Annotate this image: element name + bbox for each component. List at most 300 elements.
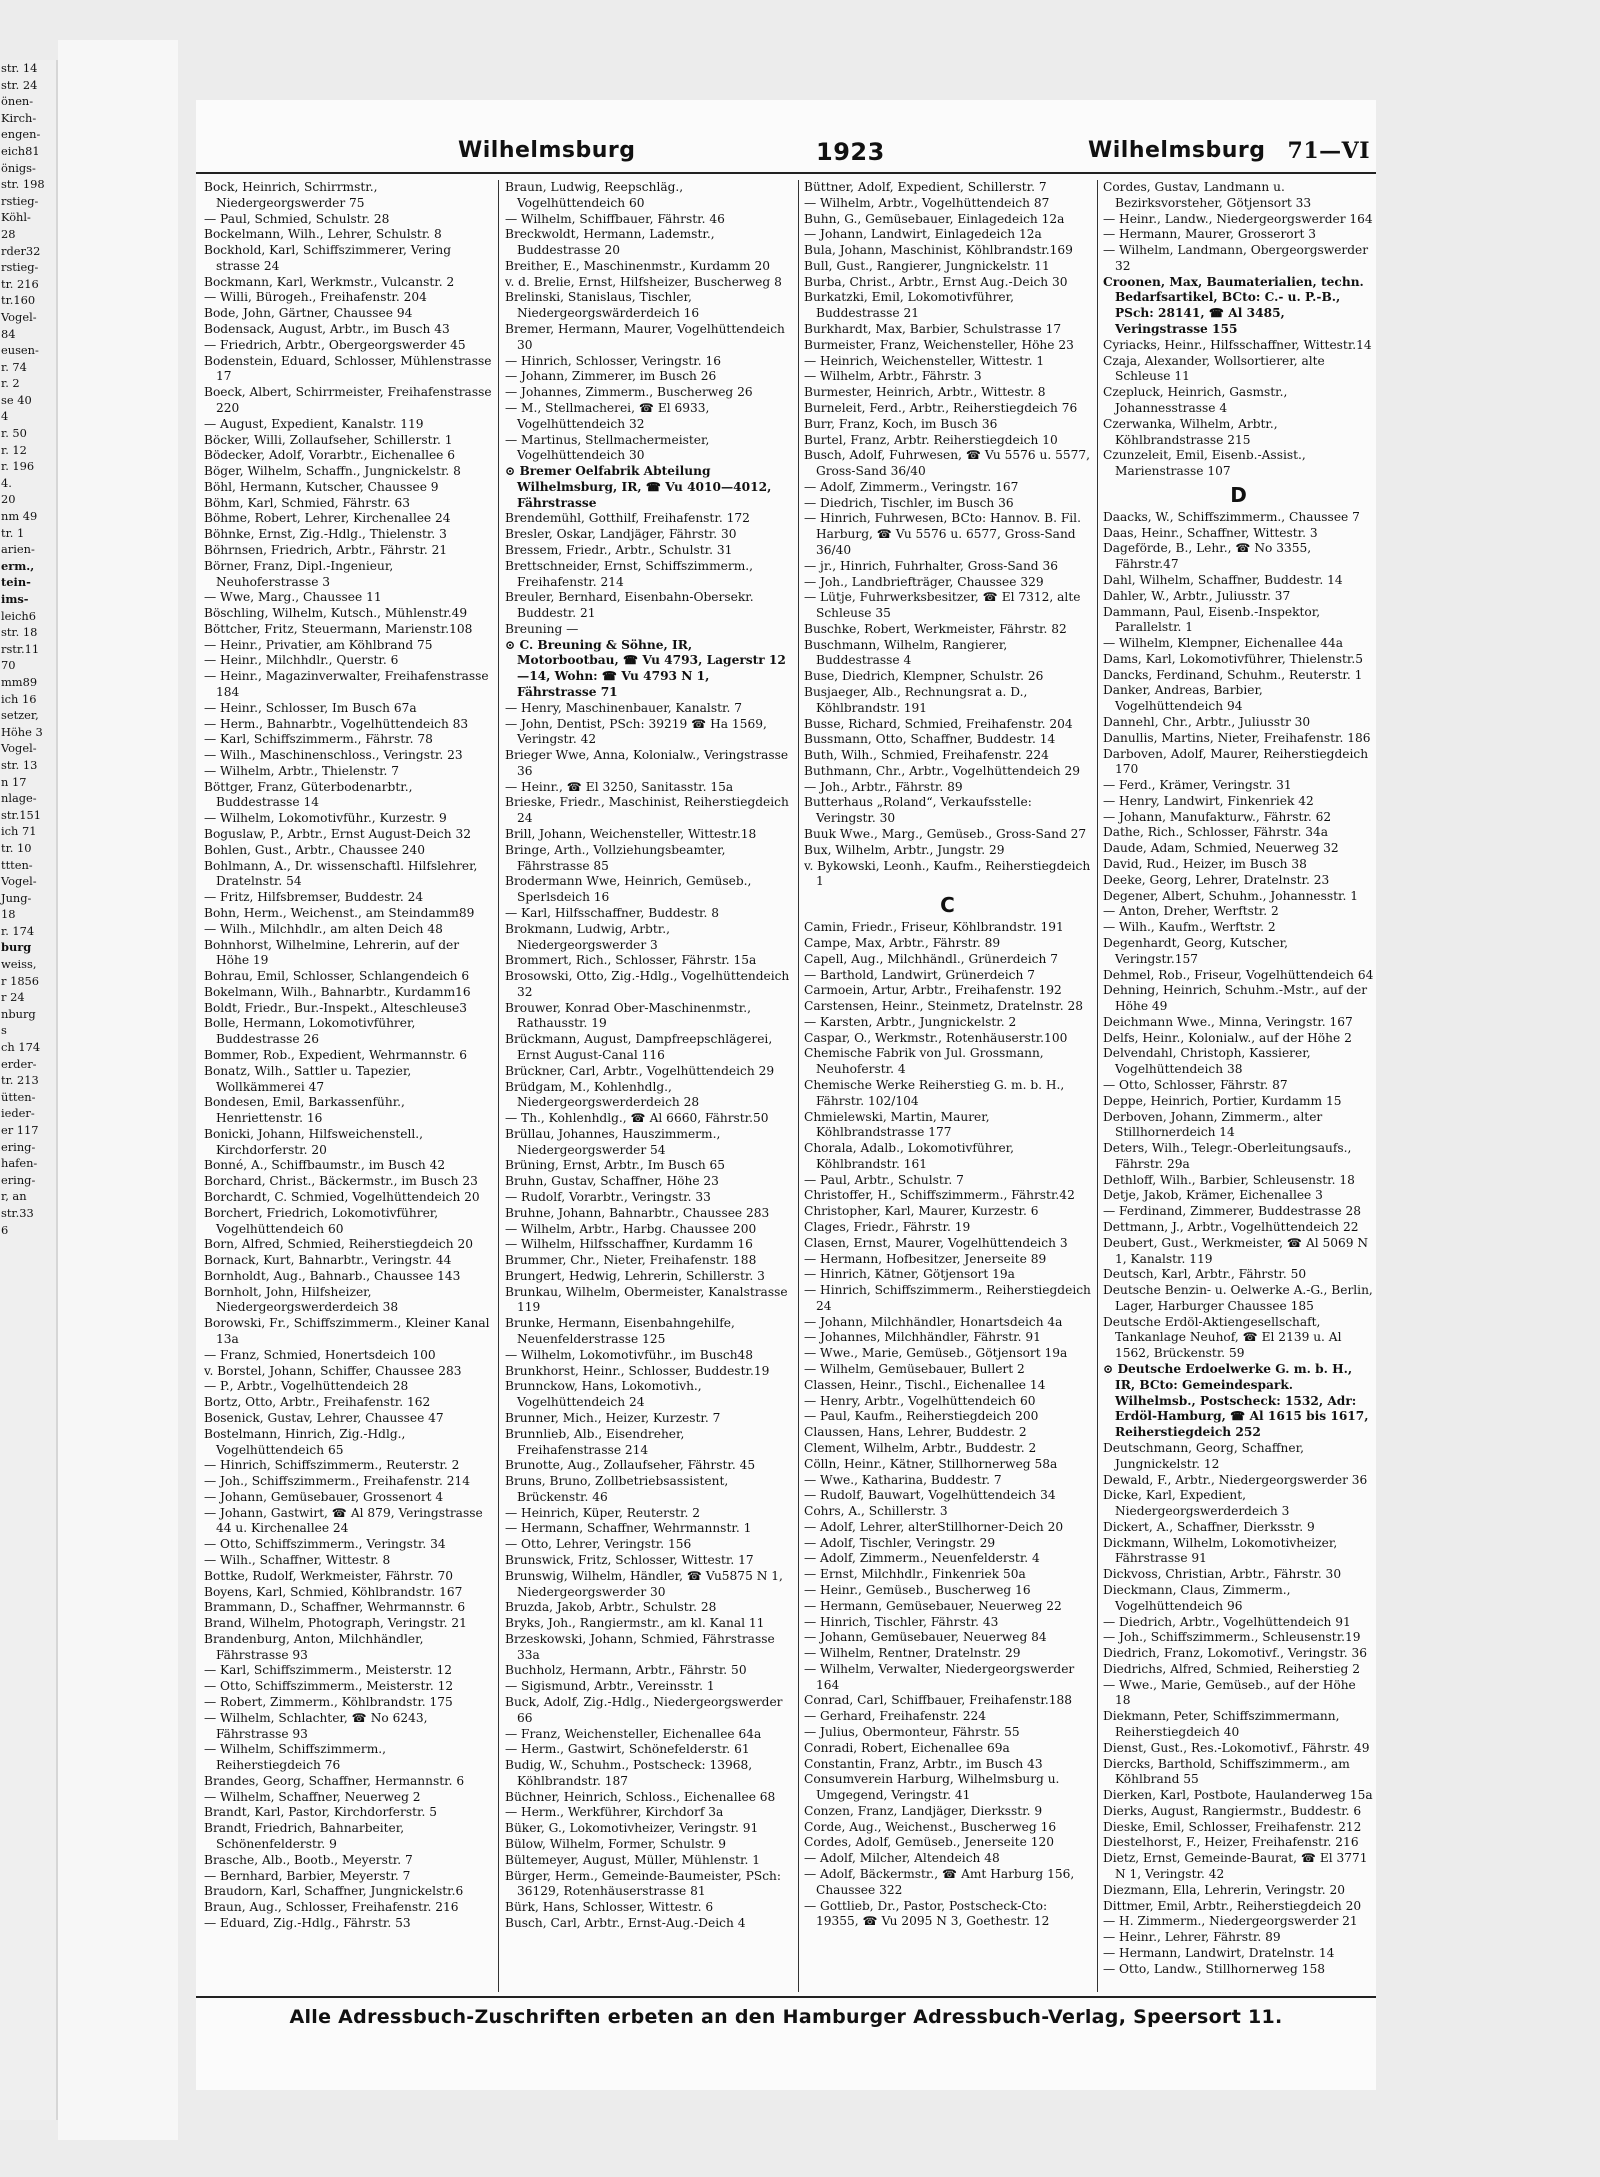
directory-entry: Braun, Ludwig, Reepschläg., Vogelhüttendeich 60 <box>505 180 684 210</box>
directory-entry: Bommer, Rob., Expedient, Wehrmannstr. 6 <box>204 1047 468 1062</box>
directory-entry: — Eduard, Zig.-Hdlg., Fährstr. 53 <box>204 1915 411 1930</box>
directory-entry: Cyriacks, Heinr., Hilfsschaffner, Wittestr.14 <box>1103 337 1372 352</box>
directory-entry: — Herm., Bahnarbtr., Vogelhüttendeich 83 <box>204 716 469 731</box>
previous-page-fragment: s <box>1 1023 7 1038</box>
directory-entry: — Hermann, Schaffner, Wehrmannstr. 1 <box>505 1521 752 1536</box>
previous-page-fragment: 20 <box>1 492 16 507</box>
previous-page-fragment: r, an <box>1 1189 27 1204</box>
previous-page-fragment: r. 50 <box>1 426 27 441</box>
directory-entry: Braudorn, Karl, Schaffner, Jungnickelstr.6 <box>204 1884 464 1899</box>
directory-entry: Brandt, Karl, Pastor, Kirchdorferstr. 5 <box>204 1805 437 1820</box>
directory-entry: Consumverein Harburg, Wilhelmsburg u. Umgegend, Veringstr. 41 <box>804 1772 1060 1803</box>
directory-entry: Danker, Andreas, Barbier, Vogelhüttendeich 94 <box>1103 683 1263 714</box>
directory-entry: — Paul, Kaufm., Reiherstiegdeich 200 <box>804 1409 1039 1424</box>
previous-page-fragment: Jung- <box>1 890 32 905</box>
previous-page-fragment: nm 49 <box>1 509 38 524</box>
previous-page-margin <box>0 60 58 2120</box>
directory-entry: Böhm, Karl, Schmied, Fährstr. 63 <box>204 495 410 510</box>
directory-entry: Bohlmann, A., Dr. wissenschaftl. Hilfslehrer, Dratelnstr. 54 <box>204 858 478 889</box>
directory-entry: Bull, Gust., Rangierer, Jungnickelstr. 11 <box>804 258 1050 273</box>
directory-entry: — Friedrich, Arbtr., Obergeorgswerder 45 <box>204 337 466 352</box>
previous-page-fragment: leich6 <box>1 608 36 623</box>
page-gutter <box>58 40 178 2140</box>
directory-entry: — Heinr., Gemüseb., Buscherweg 16 <box>804 1582 1031 1597</box>
directory-entry: Carmoein, Artur, Arbtr., Freihafenstr. 192 <box>804 983 1062 998</box>
directory-entry: Breckwoldt, Hermann, Lademstr., Buddestrasse 20 <box>505 227 715 258</box>
previous-page-fragment: rstr.11 <box>1 641 40 656</box>
column-divider <box>798 180 799 1992</box>
directory-entry: Brunnckow, Hans, Lokomotivh., Vogelhüttendeich 24 <box>505 1379 702 1410</box>
directory-entry: Dieske, Emil, Schlosser, Freihafenstr. 212 <box>1103 1819 1362 1834</box>
previous-page-fragment: burg <box>1 940 32 955</box>
previous-page-fragment: str. 18 <box>1 625 38 640</box>
previous-page-fragment: Köhl- <box>1 210 31 225</box>
directory-entry: Brodermann Wwe, Heinrich, Gemüseb., Sperlsdeich 16 <box>505 874 752 905</box>
directory-entry: — Wilhelm, Arbtr., Thielenstr. 7 <box>204 763 400 778</box>
directory-entry: ⊙ Deutsche Erdoelwerke G. m. b. H., IR, BCto: Gemeindespark. Wilhelmsb., Postscheck: 1532, Adr: Erdöl-Hamburg, ☎ Al 1615 bis 1617, Reiherstiegdeich 252 <box>1103 1362 1369 1440</box>
directory-entry: Brandes, Georg, Schaffner, Hermannstr. 6 <box>204 1773 465 1788</box>
previous-page-fragment: str. 198 <box>1 177 45 192</box>
directory-entry: — Heinr., Magazinverwalter, Freihafenstrasse 184 <box>204 669 489 699</box>
directory-entry: — Hermann, Maurer, Grosserort 3 <box>1103 227 1317 242</box>
directory-entry: Diedrich, Franz, Lokomotivf., Veringstr. 36 <box>1103 1646 1367 1661</box>
directory-entry: — Heinr., Landw., Niedergeorgswerder 164 <box>1103 211 1373 226</box>
directory-entry: Böschling, Wilhelm, Kutsch., Mühlenstr.49 <box>204 606 468 621</box>
directory-entry: Capell, Aug., Milchhändl., Grünerdeich 7 <box>804 951 1058 966</box>
directory-entry: Bülow, Wilhelm, Former, Schulstr. 9 <box>505 1837 727 1852</box>
previous-page-fragment: ering- <box>1 1139 36 1154</box>
directory-entry: — Wilhelm, Gemüsebauer, Bullert 2 <box>804 1362 1025 1377</box>
previous-page-fragment: r. 174 <box>1 923 35 938</box>
previous-page-fragment: Vogel- <box>1 874 37 889</box>
directory-entry: Derboven, Johann, Zimmerm., alter Stillhornerdeich 14 <box>1103 1109 1323 1140</box>
previous-page-fragment: r. 196 <box>1 459 35 474</box>
directory-entry: — Hinrich, Kätner, Götjensort 19a <box>804 1267 1015 1282</box>
directory-entry: Cohrs, A., Schillerstr. 3 <box>804 1504 948 1519</box>
directory-entry: Buchholz, Hermann, Arbtr., Fährstr. 50 <box>505 1663 747 1678</box>
directory-entry: — Ferd., Krämer, Veringstr. 31 <box>1103 778 1292 793</box>
directory-entry: v. Bykowski, Leonh., Kaufm., Reiherstiegdeich 1 <box>804 858 1091 889</box>
directory-entry: — Franz, Weichensteller, Eichenallee 64a <box>505 1726 762 1741</box>
directory-entry: Bornack, Kurt, Bahnarbtr., Veringstr. 44 <box>204 1253 452 1268</box>
directory-entry: — Wilhelm, Hilfsschaffner, Kurdamm 16 <box>505 1237 753 1252</box>
directory-entry: Bostelmann, Hinrich, Zig.-Hdlg., Vogelhüttendeich 65 <box>204 1426 406 1457</box>
directory-entry: Dietz, Ernst, Gemeinde-Baurat, ☎ El 3771 N 1, Veringstr. 42 <box>1103 1851 1368 1882</box>
directory-entry: Buschke, Robert, Werkmeister, Fährstr. 82 <box>804 621 1067 636</box>
previous-page-fragment: önigs- <box>1 160 36 175</box>
previous-page-fragment: 4 <box>1 409 9 424</box>
directory-entry: — Heinr., ☎ El 3250, Sanitasstr. 15a <box>505 779 734 794</box>
previous-page-fragment: 28 <box>1 226 16 241</box>
directory-entry: — Hermann, Hofbesitzer, Jenerseite 89 <box>804 1251 1047 1266</box>
directory-entry: Bock, Heinrich, Schirrmstr., Niedergeorgswerder 75 <box>204 180 378 210</box>
directory-entry: Buck, Adolf, Zig.-Hdlg., Niedergeorgswerder 66 <box>505 1695 783 1725</box>
directory-entry: Bode, John, Gärtner, Chaussee 94 <box>204 306 413 321</box>
directory-entry: — Johannes, Milchhändler, Fährstr. 91 <box>804 1330 1041 1345</box>
directory-entry: Dehmel, Rob., Friseur, Vogelhüttendeich 64 <box>1103 967 1374 982</box>
directory-entry: Dienst, Gust., Res.-Lokomotivf., Fährstr. 49 <box>1103 1740 1370 1755</box>
directory-entry: — Heinrich, Küper, Reuterstr. 2 <box>505 1505 701 1520</box>
previous-page-fragment: önen- <box>1 94 34 109</box>
directory-entry: — Otto, Schiffszimmerm., Veringstr. 34 <box>204 1537 446 1552</box>
directory-entry: Cordes, Adolf, Gemüseb., Jenerseite 120 <box>804 1835 1055 1850</box>
previous-page-fragment: mm89 <box>1 674 38 689</box>
directory-entry: — Wilh., Schaffner, Wittestr. 8 <box>204 1552 391 1567</box>
directory-entry: Buse, Diedrich, Klempner, Schulstr. 26 <box>804 669 1044 684</box>
previous-page-fragment: r. 74 <box>1 359 27 374</box>
directory-entry: Dickmann, Wilhelm, Lokomotivheizer, Fährstrasse 91 <box>1103 1535 1338 1566</box>
directory-entry: — Wwe, Marg., Chaussee 11 <box>204 590 382 605</box>
directory-entry: — Adolf, Tischler, Veringstr. 29 <box>804 1535 996 1550</box>
directory-entry: Braun, Aug., Schlosser, Freihafenstr. 216 <box>204 1900 459 1915</box>
directory-entry: Dancks, Ferdinand, Schuhm., Reuterstr. 1 <box>1103 667 1363 682</box>
directory-entry: Bottke, Rudolf, Werkmeister, Fährstr. 70 <box>204 1568 454 1583</box>
directory-entry: Danullis, Martins, Nieter, Freihafenstr. 186 <box>1103 730 1371 745</box>
directory-entry: Bosenick, Gustav, Lehrer, Chaussee 47 <box>204 1410 444 1425</box>
directory-entry: Christopher, Karl, Maurer, Kurzestr. 6 <box>804 1204 1039 1219</box>
directory-entry: Bresler, Oskar, Landjäger, Fährstr. 30 <box>505 527 737 542</box>
directory-entry: Daude, Adam, Schmied, Neuerweg 32 <box>1103 841 1339 856</box>
directory-entry: Brüning, Ernst, Arbtr., Im Busch 65 <box>505 1158 726 1173</box>
directory-entry: — Wilhelm, Schaffner, Neuerweg 2 <box>204 1789 421 1804</box>
directory-entry: Büchner, Heinrich, Schloss., Eichenallee 68 <box>505 1789 776 1804</box>
directory-entry: Bödecker, Adolf, Vorarbtr., Eichenallee 6 <box>204 448 456 463</box>
previous-page-fragment: tr. 213 <box>1 1073 39 1088</box>
directory-entry: Bornholt, John, Hilfsheizer, Niedergeorgswerderdeich 38 <box>204 1284 399 1315</box>
directory-entry: — Diedrich, Tischler, im Busch 36 <box>804 495 1014 510</box>
directory-entry: Bültemeyer, August, Müller, Mühlenstr. 1 <box>505 1852 760 1867</box>
directory-entry: Bockhold, Karl, Schiffszimmerer, Vering strasse 24 <box>204 243 452 273</box>
directory-entry: — Joh., Landbriefträger, Chaussee 329 <box>804 574 1044 589</box>
directory-entry: Dahler, W., Arbtr., Juliusstr. 37 <box>1103 588 1291 603</box>
directory-entry: Bressem, Friedr., Arbtr., Schulstr. 31 <box>505 542 733 557</box>
directory-entry: — Heinr., Lehrer, Fährstr. 89 <box>1103 1930 1281 1945</box>
directory-entry: Brieger Wwe, Anna, Kolonialw., Veringstrasse 36 <box>505 748 789 778</box>
directory-entry: Busse, Richard, Schmied, Freihafenstr. 204 <box>804 716 1073 731</box>
page-header <box>196 100 1376 174</box>
directory-entry: Dierks, August, Rangiermstr., Buddestr. 6 <box>1103 1803 1362 1818</box>
directory-entry: Brelinski, Stanislaus, Tischler, Niedergeorgswärderdeich 16 <box>505 290 700 321</box>
directory-entry: — Otto, Schlosser, Fährstr. 87 <box>1103 1077 1288 1092</box>
directory-entry: Böger, Wilhelm, Schaffn., Jungnickelstr. 8 <box>204 464 461 479</box>
directory-entry: — Franz, Schmied, Honertsdeich 100 <box>204 1347 436 1362</box>
directory-entry: Carstensen, Heinr., Steinmetz, Dratelnstr. 28 <box>804 999 1084 1014</box>
directory-entry: Degener, Albert, Schuhm., Johannesstr. 1 <box>1103 888 1359 903</box>
directory-entry: Czerwanka, Wilhelm, Arbtr., Köhlbrandstrasse 215 <box>1103 416 1278 447</box>
directory-entry: Böhme, Robert, Lehrer, Kirchenallee 24 <box>204 511 451 526</box>
directory-entry: Buuk Wwe., Marg., Gemüseb., Gross-Sand 27 <box>804 827 1087 842</box>
previous-page-fragment: tr. 10 <box>1 840 32 855</box>
previous-page-fragment: ieder- <box>1 1106 35 1121</box>
previous-page-fragment: Vogel- <box>1 309 37 324</box>
directory-entry: Böhl, Hermann, Kutscher, Chaussee 9 <box>204 479 439 494</box>
directory-entry: Borchard, Christ., Bäckermstr., im Busch 23 <box>204 1174 478 1189</box>
directory-entry: Dathe, Rich., Schlosser, Fährstr. 34a <box>1103 825 1329 840</box>
directory-entry: David, Rud., Heizer, im Busch 38 <box>1103 857 1307 872</box>
previous-page-fragment: r. 12 <box>1 442 27 457</box>
directory-entry: Dickert, A., Schaffner, Dierksstr. 9 <box>1103 1519 1315 1534</box>
previous-page-fragment: arien- <box>1 542 35 557</box>
previous-page-fragment: weiss, <box>1 957 37 972</box>
previous-page-fragment: ch 174 <box>1 1040 41 1055</box>
directory-entry: — Wilhelm, Schiffszimmerm., Reiherstiegdeich 76 <box>204 1742 387 1773</box>
header-year: 1923 <box>816 138 885 166</box>
directory-entry: Darboven, Adolf, Maurer, Reiherstiegdeich 170 <box>1103 746 1369 777</box>
previous-page-fragment: erder- <box>1 1056 37 1071</box>
directory-entry: — Joh., Schiffszimmerm., Freihafenstr. 214 <box>204 1474 470 1489</box>
directory-entry: Clement, Wilhelm, Arbtr., Buddestr. 2 <box>804 1440 1037 1455</box>
directory-entry: — Martinus, Stellmachermeister, Vogelhüttendeich 30 <box>505 432 710 463</box>
directory-entry: Cordes, Gustav, Landmann u. Bezirksvorsteher, Götjensort 33 <box>1103 180 1312 210</box>
directory-entry: Bodensack, August, Arbtr., im Busch 43 <box>204 322 450 337</box>
directory-entry: — Johann, Gemüsebauer, Grossenort 4 <box>204 1489 444 1504</box>
directory-entry: Bussmann, Otto, Schaffner, Buddestr. 14 <box>804 732 1056 747</box>
directory-entry: — Adolf, Lehrer, alterStillhorner-Deich 20 <box>804 1519 1064 1534</box>
directory-entry: Brammann, D., Schaffner, Wehrmannstr. 6 <box>204 1600 466 1615</box>
previous-page-fragment: se 40 <box>1 392 32 407</box>
directory-entry: — Wilh., Kaufm., Werftstr. 2 <box>1103 920 1276 935</box>
directory-entry: Dams, Karl, Lokomotivführer, Thielenstr.5 <box>1103 651 1363 666</box>
directory-entry: Bürk, Hans, Schlosser, Wittestr. 6 <box>505 1900 714 1915</box>
directory-entry: Brasche, Alb., Bootb., Meyerstr. 7 <box>204 1852 413 1867</box>
directory-entry: — Wilhelm, Arbtr., Vogelhüttendeich 87 <box>804 195 1050 210</box>
directory-entry: Buhn, G., Gemüsebauer, Einlagedeich 12a <box>804 211 1065 226</box>
directory-entry: Brandenburg, Anton, Milchhändler, Fährstrasse 93 <box>204 1631 424 1662</box>
previous-page-fragment: hafen- <box>1 1156 38 1171</box>
directory-entry: Busjaeger, Alb., Rechnungsrat a. D., Köhlbrandstr. 191 <box>804 685 1028 715</box>
directory-entry: Bockmann, Karl, Werkmstr., Vulcanstr. 2 <box>204 274 455 289</box>
section-letter: C <box>940 893 955 918</box>
previous-page-fragment: tr. 1 <box>1 525 25 540</box>
directory-entry: — Adolf, Zimmerm., Veringstr. 167 <box>804 479 1019 494</box>
previous-page-fragment: setzer, <box>1 708 39 723</box>
directory-entry: Czaja, Alexander, Wollsortierer, alte Schleuse 11 <box>1103 353 1325 384</box>
directory-entry: Buschmann, Wilhelm, Rangierer, Buddestrasse 4 <box>804 637 1008 668</box>
directory-entry: Detje, Jakob, Krämer, Eichenallee 3 <box>1103 1188 1323 1203</box>
directory-entry: Bringe, Arth., Vollziehungsbeamter, Fährstrasse 85 <box>505 842 726 873</box>
directory-entry: Deubert, Gust., Werkmeister, ☎ Al 5069 N 1, Kanalstr. 119 <box>1103 1235 1369 1266</box>
directory-entry: Böttcher, Fritz, Steuermann, Marienstr.108 <box>204 621 473 636</box>
directory-entry: Caspar, O., Werkmstr., Rotenhäuserstr.100 <box>804 1030 1068 1045</box>
directory-entry: Bruns, Bruno, Zollbetriebsassistent, Brückenstr. 46 <box>505 1474 729 1504</box>
directory-entry: Bohn, Herm., Weichenst., am Steindamm89 <box>204 905 475 920</box>
directory-entry: Burmeister, Franz, Weichensteller, Höhe 23 <box>804 337 1074 352</box>
directory-entry: — Wilhelm, Lokomotivführ., im Busch48 <box>505 1347 754 1362</box>
directory-entry: Buth, Wilh., Schmied, Freihafenstr. 224 <box>804 748 1049 763</box>
directory-entry: Brunswick, Fritz, Schlosser, Wittestr. 17 <box>505 1552 754 1567</box>
directory-entry: Constantin, Franz, Arbtr., im Busch 43 <box>804 1756 1043 1771</box>
directory-entry: Bolle, Hermann, Lokomotivführer, Buddestrasse 26 <box>204 1016 416 1047</box>
previous-page-fragment: rstieg- <box>1 193 39 208</box>
directory-entry: Büker, G., Lokomotivheizer, Veringstr. 91 <box>505 1821 759 1836</box>
previous-page-fragment: ims- <box>1 592 29 606</box>
directory-entry: Claussen, Hans, Lehrer, Buddestr. 2 <box>804 1425 1027 1440</box>
directory-entry: Campe, Max, Arbtr., Fährstr. 89 <box>804 935 1001 950</box>
previous-page-fragment: r. 2 <box>1 376 20 391</box>
directory-entry: Degenhardt, Georg, Kutscher, Veringstr.157 <box>1103 935 1288 966</box>
previous-page-fragment: r 24 <box>1 990 25 1005</box>
directory-entry: v. Borstel, Johann, Schiffer, Chaussee 283 <box>204 1363 462 1378</box>
directory-entry: Dicke, Karl, Expedient, Niedergeorgswerderdeich 3 <box>1103 1488 1290 1519</box>
directory-entry: — Joh., Arbtr., Fährstr. 89 <box>804 779 963 794</box>
directory-entry: — Ernst, Milchhdlr., Finkenriek 50a <box>804 1567 1026 1582</box>
directory-entry: — Wilhelm, Arbtr., Fährstr. 3 <box>804 369 982 384</box>
directory-entry: Chmielewski, Martin, Maurer, Köhlbrandstrasse 177 <box>804 1109 990 1140</box>
directory-entry: — Johann, Gastwirt, ☎ Al 879, Veringstrasse 44 u. Kirchenallee 24 <box>204 1505 483 1536</box>
directory-entry: Burneleit, Ferd., Arbtr., Reiherstiegdeich 76 <box>804 400 1078 415</box>
directory-entry: Brettschneider, Ernst, Schiffszimmerm., Freihafenstr. 214 <box>505 558 754 589</box>
previous-page-fragment: er 117 <box>1 1123 39 1137</box>
directory-entry: Busch, Carl, Arbtr., Ernst-Aug.-Deich 4 <box>505 1915 746 1930</box>
directory-entry: Clasen, Ernst, Maurer, Vogelhüttendeich 3 <box>804 1235 1068 1250</box>
directory-entry: — Karl, Schiffszimmerm., Meisterstr. 12 <box>204 1663 453 1678</box>
previous-page-fragment: nlage- <box>1 791 37 806</box>
previous-page-fragment: eich81 <box>1 143 40 158</box>
directory-entry: — Adolf, Milcher, Altendeich 48 <box>804 1851 1000 1866</box>
directory-entry: — Wilh., Milchhdlr., am alten Deich 48 <box>204 921 443 936</box>
directory-entry: — Wilhelm, Landmann, Obergeorgswerder 32 <box>1103 243 1369 273</box>
directory-entry: — Otto, Schiffszimmerm., Meisterstr. 12 <box>204 1679 454 1694</box>
directory-entry: Budig, W., Schuhm., Postscheck: 13968, Köhlbrandstr. 187 <box>505 1758 753 1788</box>
directory-entry: Brunotte, Aug., Zollaufseher, Fährstr. 45 <box>505 1458 756 1473</box>
previous-page-fragment: tein- <box>1 575 31 590</box>
directory-entry: Bornholdt, Aug., Bahnarb., Chaussee 143 <box>204 1268 461 1283</box>
directory-entry: — Gerhard, Freihafenstr. 224 <box>804 1709 987 1724</box>
page-footer: Alle Adressbuch-Zuschriften erbeten an den Hamburger Adressbuch-Verlag, Speersort 11. <box>289 2006 1283 2028</box>
directory-entry: — Robert, Zimmerm., Köhlbrandstr. 175 <box>204 1695 453 1709</box>
directory-entry: Bondesen, Emil, Barkassenführ., Henriettenstr. 16 <box>204 1095 405 1126</box>
directory-entry: Bokelmann, Wilh., Bahnarbtr., Kurdamm16 <box>204 984 471 999</box>
directory-entry: — Heinr., Privatier, am Köhlbrand 75 <box>204 637 433 652</box>
directory-entry: Brüllau, Johannes, Hauszimmerm., Niedergeorgswerder 54 <box>505 1126 721 1157</box>
directory-entry: Bula, Johann, Maschinist, Köhlbrandstr.169 <box>804 243 1073 258</box>
directory-entry: Brill, Johann, Weichensteller, Wittestr.18 <box>505 827 757 842</box>
directory-entry: — Diedrich, Arbtr., Vogelhüttendeich 91 <box>1103 1614 1351 1629</box>
previous-page-fragment: str. 13 <box>1 757 38 772</box>
directory-entry: — Wilhelm, Rentner, Dratelnstr. 29 <box>804 1646 1021 1661</box>
directory-entry: — Hinrich, Fuhrwesen, BCto: Hannov. B. Fil. Harburg, ☎ Vu 5576 u. 6577, Gross-Sand 36/40 <box>804 511 1081 557</box>
previous-page-fragment: ttten- <box>1 857 33 872</box>
directory-entry: — Wilhelm, Schlachter, ☎ No 6243, Fährstrasse 93 <box>204 1710 428 1741</box>
directory-entry: — Heinr., Schlosser, Im Busch 67a <box>204 700 417 715</box>
directory-entry: Burkhardt, Max, Barbier, Schulstrasse 17 <box>804 322 1062 337</box>
directory-entry: Dierken, Karl, Postbote, Haulanderweg 15a <box>1103 1788 1373 1803</box>
directory-entry: Diestelhorst, F., Heizer, Freihafenstr. 216 <box>1103 1835 1359 1850</box>
directory-entry: — Wilhelm, Lokomotivführ., Kurzestr. 9 <box>204 811 447 826</box>
directory-entry: Böttger, Franz, Güterbodenarbtr., Buddestrasse 14 <box>204 779 413 810</box>
directory-entry: — Fritz, Hilfsbremser, Buddestr. 24 <box>204 890 424 905</box>
previous-page-fragment: tr. 216 <box>1 276 39 291</box>
previous-page-fragment: 84 <box>1 326 16 341</box>
directory-entry: Boeck, Albert, Schirrmeister, Freihafenstrasse 220 <box>204 385 492 415</box>
previous-page-fragment: 70 <box>1 658 16 673</box>
directory-entry: Bortz, Otto, Arbtr., Freihafenstr. 162 <box>204 1395 431 1410</box>
directory-entry: — Willi, Bürogeh., Freihafenstr. 204 <box>204 290 427 305</box>
directory-entry: — H. Zimmerm., Niedergeorgswerder 21 <box>1103 1914 1358 1929</box>
directory-entry: — Rudolf, Bauwart, Vogelhüttendeich 34 <box>804 1488 1056 1503</box>
directory-entry: — Karsten, Arbtr., Jungnickelstr. 2 <box>804 1014 1017 1029</box>
directory-entry: — Hinrich, Schlosser, Veringstr. 16 <box>505 353 721 368</box>
directory-entry: — Paul, Schmied, Schulstr. 28 <box>204 211 390 226</box>
directory-entry: Böcker, Willi, Zollaufseher, Schillerstr. 1 <box>204 432 453 447</box>
directory-entry: Busch, Adolf, Fuhrwesen, ☎ Vu 5576 u. 5577, Gross-Sand 36/40 <box>804 448 1091 479</box>
directory-entry: Burr, Franz, Koch, im Busch 36 <box>804 416 998 431</box>
footer-rule <box>196 1996 1376 1998</box>
directory-entry: — John, Dentist, PSch: 39219 ☎ Ha 1569, Veringstr. 42 <box>505 716 767 747</box>
directory-column-1 <box>204 180 493 1992</box>
directory-entry: Cölln, Heinr., Kätner, Stillhornerweg 58a <box>804 1456 1058 1471</box>
directory-entry: Brückmann, August, Dampfreepschlägerei, Ernst August-Canal 116 <box>505 1032 773 1062</box>
directory-entry: Bruhne, Johann, Bahnarbtr., Chaussee 283 <box>505 1205 770 1220</box>
directory-entry: Bonicki, Johann, Hilfsweichenstell., Kirchdorferstr. 20 <box>204 1126 424 1157</box>
directory-entry: Borowski, Fr., Schiffszimmerm., Kleiner Kanal 13a <box>204 1316 490 1347</box>
directory-entry: Czepluck, Heinrich, Gasmstr., Johannesstrasse 4 <box>1103 385 1288 415</box>
directory-entry: — Paul, Arbtr., Schulstr. 7 <box>804 1172 964 1187</box>
directory-entry: Bohlen, Gust., Arbtr., Chaussee 240 <box>204 842 426 857</box>
directory-entry: Breuler, Bernhard, Eisenbahn-Obersekr. Buddestr. 21 <box>505 590 754 621</box>
directory-entry: ⊙ Bremer Oelfabrik Abteilung Wilhelmsburg, IR, ☎ Vu 4010—4012, Fährstrasse <box>505 464 772 510</box>
directory-entry: Borchardt, C. Schmied, Vogelhüttendeich 20 <box>204 1190 480 1204</box>
directory-entry: — Wwe., Katharina, Buddestr. 7 <box>804 1472 1002 1487</box>
directory-entry: — Adolf, Bäckermstr., ☎ Amt Harburg 156, Chaussee 322 <box>804 1867 1075 1897</box>
directory-entry: Dieckmann, Claus, Zimmerm., Vogelhüttendeich 96 <box>1103 1582 1291 1613</box>
directory-entry: Burmester, Heinrich, Arbtr., Wittestr. 8 <box>804 385 1046 400</box>
directory-column-2 <box>505 180 792 1992</box>
directory-entry: Conzen, Franz, Landjäger, Dierksstr. 9 <box>804 1803 1043 1818</box>
directory-entry: Brzeskowski, Johann, Schmied, Fährstrasse 33a <box>505 1631 775 1662</box>
previous-page-fragment: n 17 <box>1 774 27 789</box>
header-right-title: Wilhelmsburg <box>1088 138 1266 163</box>
directory-entry: Bruhn, Gustav, Schaffner, Höhe 23 <box>505 1174 719 1189</box>
directory-entry: Brückner, Carl, Arbtr., Vogelhüttendeich 29 <box>505 1063 775 1078</box>
directory-entry: Burkatzki, Emil, Lokomotivführer, Buddestrasse 21 <box>804 290 1014 321</box>
previous-page-fragment: tr.160 <box>1 293 36 308</box>
directory-entry: Dethloff, Wilh., Barbier, Schleusenstr. 18 <box>1103 1172 1355 1187</box>
header-page-number: 71—VI <box>1287 138 1370 164</box>
section-letter: D <box>1230 482 1247 507</box>
directory-entry: — Henry, Maschinenbauer, Kanalstr. 7 <box>505 700 742 715</box>
previous-page-fragment: Kirch- <box>1 110 37 125</box>
previous-page-fragment: str. 24 <box>1 77 38 92</box>
directory-entry: Brosowski, Otto, Zig.-Hdlg., Vogelhüttendeich 32 <box>505 969 790 999</box>
directory-entry: — Johann, Milchhändler, Honartsdeich 4a <box>804 1314 1063 1329</box>
directory-entry: Büttner, Adolf, Expedient, Schillerstr. 7 <box>804 180 1047 194</box>
column-divider <box>498 180 499 1992</box>
directory-entry: — Hermann, Gemüsebauer, Neuerweg 22 <box>804 1598 1062 1613</box>
directory-entry: — Wilhelm, Klempner, Eichenallee 44a <box>1103 636 1343 651</box>
previous-page-fragment: eusen- <box>1 343 39 358</box>
previous-page-fragment: str.151 <box>1 807 41 822</box>
directory-entry: Conrad, Carl, Schiffbauer, Freihafenstr.188 <box>804 1693 1073 1708</box>
directory-entry: Bonatz, Wilh., Sattler u. Tapezier, Wollkämmerei 47 <box>204 1063 412 1094</box>
previous-page-fragment: ich 16 <box>1 691 37 706</box>
directory-entry: Boguslaw, P., Arbtr., Ernst August-Deich 32 <box>204 827 471 842</box>
directory-entry: — Heinr., Milchhdlr., Querstr. 6 <box>204 653 399 668</box>
directory-entry: Conradi, Robert, Eichenallee 69a <box>804 1740 1010 1755</box>
directory-entry: Corde, Aug., Weichenst., Buscherweg 16 <box>804 1819 1057 1834</box>
directory-entry: Brüdgam, M., Kohlenhdlg., Niedergeorgswerderdeich 28 <box>505 1079 700 1110</box>
directory-entry: — Julius, Obermonteur, Fährstr. 55 <box>804 1725 1020 1739</box>
directory-entry: Diekmann, Peter, Schiffszimmermann, Reiherstiegdeich 40 <box>1103 1709 1340 1739</box>
directory-entry: Bohnhorst, Wilhelmine, Lehrerin, auf der Höhe 19 <box>204 937 460 968</box>
previous-page-fragment: ütten- <box>1 1089 36 1104</box>
directory-entry: — Sigismund, Arbtr., Vereinsstr. 1 <box>505 1679 715 1694</box>
directory-entry: Bonné, A., Schiffbaumstr., im Busch 42 <box>204 1158 446 1173</box>
directory-entry: Dewald, F., Arbtr., Niedergeorgswerder 36 <box>1103 1472 1368 1487</box>
previous-page-fragment: ich 71 <box>1 824 37 839</box>
header-left-title: Wilhelmsburg <box>458 138 636 163</box>
directory-entry: Camin, Friedr., Friseur, Köhlbrandstr. 191 <box>804 920 1064 935</box>
